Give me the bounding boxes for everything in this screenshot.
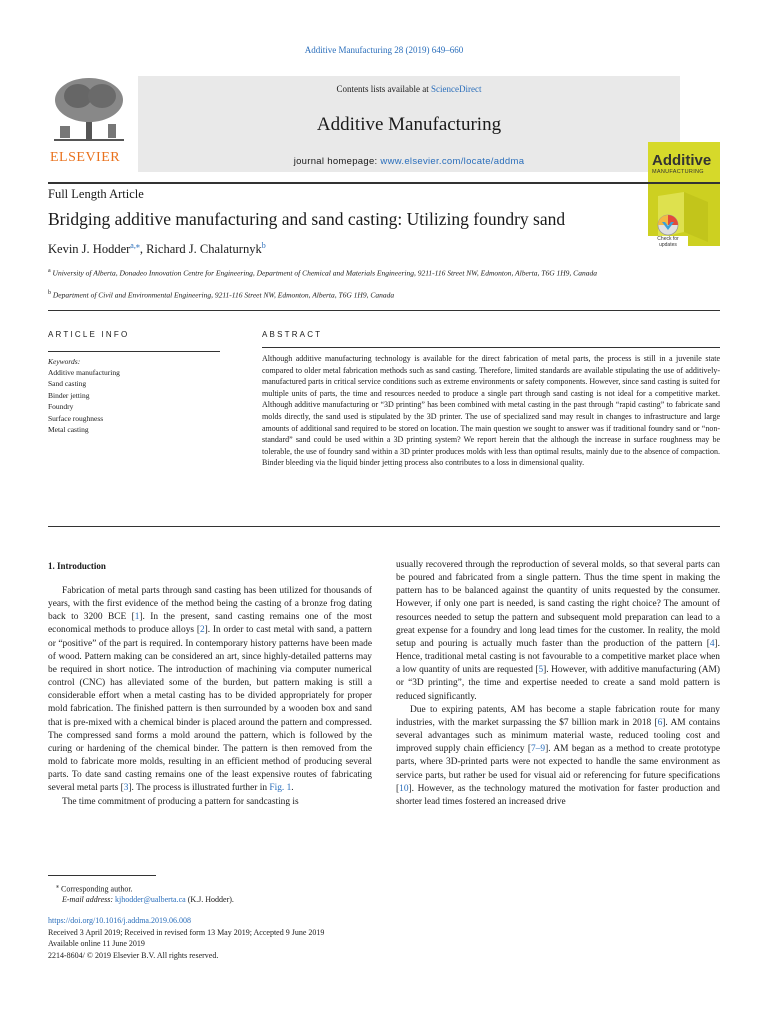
citation-link[interactable]: 10 — [399, 783, 409, 794]
text-run: usually recovered through the reproduction of several molds, so that several parts can be poured and fabricated from a single pattern. Thus the time spent in making the pattern has to be balanced against the quantity of units requested by the consumer. However, if only one part is needed, is sand casting the right choice? The amount of resources needed to setup the pattern and subsequent mold preparation can lead to a great expense for a foundry and long lead times for the customer. In reality, the mold setup and pouring is actually much faster than the production of the pattern [ — [396, 560, 720, 649]
journal-reference-link[interactable]: Additive Manufacturing 28 (2019) 649–660 — [304, 45, 464, 55]
contents-prefix: Contents lists available at — [336, 84, 431, 94]
journal-name: Additive Manufacturing — [316, 114, 502, 135]
journal-header-panel — [138, 76, 680, 172]
text-run: ]. In order to cast metal with sand, a pattern or “positive” of the part is required. In contemporary history patterns have been made of wood. Pattern making can be considered an art, since highly-detailed patterns may be required in short notice. The introduction of machining via computer numerical control (CNC) has alleviated some of the burden, but pattern making is still a considerable effort when a metal casting has to be divided appropriately for proper mold fabrication. The finished pattern is then surrounded by a wooden box and sand that is pre-mixed with a chemical binder is placed around the pattern and compressed. The compressed sand forms a mold around the pattern, which is followed by the curing or hardening of the chemical binder. The pattern is then removed from the mold to fabricate more molds, resulting in an efficient method of producing several parts. To date sand casting remains one of the least expensive routes of fabricating several metal parts [ — [48, 625, 372, 794]
text-run: ]. In the present, sand casting remains one of the most economical methods to produce alloys [ — [48, 612, 372, 636]
article-info-rule — [48, 351, 220, 352]
affiliation-mark: a — [48, 268, 51, 274]
figure-link[interactable]: Fig. 1 — [269, 783, 292, 794]
author-list — [48, 241, 266, 257]
elsevier-tree-logo-icon — [48, 74, 130, 144]
body-column-left — [48, 585, 372, 809]
paragraph — [396, 559, 720, 704]
copyright: 2214-8604/ © 2019 Elsevier B.V. All rights reserved. — [48, 950, 219, 960]
author-affiliation-mark[interactable]: b — [261, 241, 266, 250]
corresponding-label: Corresponding author. — [61, 884, 133, 894]
keyword-item: Surface roughness — [48, 413, 104, 423]
keywords-list — [48, 367, 120, 435]
affiliation-b — [48, 288, 648, 301]
text-run: ]. However, as the technology matured the motivation for faster production and shorter lead times fostered an increased drive — [396, 783, 720, 807]
keywords-label: Keywords: — [48, 357, 81, 366]
check-for-updates-button[interactable] — [648, 212, 688, 252]
email-suffix: (K.J. Hodder). — [185, 895, 234, 904]
article-info-heading: ARTICLE INFO — [48, 330, 130, 339]
email-note — [62, 894, 234, 906]
keyword-item: Foundry — [48, 402, 74, 412]
text-run: . — [291, 783, 294, 794]
doi-link[interactable]: https://doi.org/10.1016/j.addma.2019.06.008 — [48, 916, 191, 925]
footnote-mark: ⁎ — [56, 884, 59, 890]
keyword-item: Additive manufacturing — [48, 368, 120, 377]
paragraph — [396, 704, 720, 809]
citation-link[interactable]: 7–9 — [531, 744, 546, 755]
affiliation-rule — [48, 310, 720, 311]
paragraph — [48, 796, 372, 809]
footnote-rule — [48, 875, 156, 876]
abstract-bottom-rule — [48, 526, 720, 527]
author-name[interactable]: Kevin J. Hodder — [48, 242, 131, 257]
text-run: The time commitment of producing a pattern for sandcasting is — [62, 796, 299, 807]
affiliation-mark: b — [48, 290, 51, 296]
contents-line — [138, 84, 680, 94]
affiliation-a — [48, 266, 648, 279]
author-affiliation-mark[interactable]: a,⁎ — [130, 241, 140, 250]
author-name[interactable]: Richard J. Chalaturnyk — [146, 242, 262, 257]
citation-link[interactable]: 1 — [134, 612, 140, 623]
text-run: ]. Hence, traditional metal casting is not favourable to a competitive market place when a low quantity of units are requested [ — [396, 638, 720, 676]
keyword-item: Metal casting — [48, 425, 89, 435]
keyword-item: Sand casting — [48, 379, 87, 389]
journal-homepage — [138, 156, 680, 167]
homepage-prefix: journal homepage: — [293, 156, 381, 167]
citation-link[interactable]: 5 — [538, 665, 544, 676]
homepage-link[interactable]: www.elsevier.com/locate/addma — [380, 156, 525, 167]
available-online: Available online 11 June 2019 — [48, 939, 145, 949]
received-dates: Received 3 April 2019; Received in revised form 13 May 2019; Accepted 9 June 2019 — [48, 927, 325, 937]
abstract-heading: ABSTRACT — [262, 330, 323, 339]
cover-title: Additive — [652, 152, 712, 169]
header-rule — [48, 182, 720, 184]
text-run: ]. However, with additive manufacturing (AM) or “3D printing”, the time and expertise needed to create a sand mold pattern is reduced significantly. — [396, 665, 720, 702]
author-separator: , — [139, 242, 147, 257]
publisher-logo-text: ELSEVIER — [50, 150, 121, 165]
affiliation-text: Department of Civil and Environmental Engineering, 9211-116 Street NW, Edmonton, Alberta, T6G 1H9, Canada — [52, 290, 395, 300]
text-run: Due to expiring patents, AM has become a staple fabrication route for many industries, with the market surpassing the $7 billion mark in 2018 [ — [396, 704, 720, 728]
text-run: ]. The process is illustrated further in — [128, 783, 270, 794]
section-heading: 1. Introduction — [48, 561, 106, 571]
affiliation-text: University of Alberta, Donadeo Innovation Centre for Engineering, Department of Chemical and Materials Engineering, 9211-116 Street NW, Edmonton, Alberta, T6G 1H9, Canada — [52, 268, 597, 278]
abstract-text: Although additive manufacturing technology is available for the direct fabrication of metal parts, the process is still in a juvenile state compared to older metal fabrication methods such as sand casting. Therefore, limited standards are available stipulating the use of additively-manufactured parts in critical service conditions such as extreme environments or safety components. However, since sand casting is suited for multiple units of parts, the time and resources needed to produce a single part through sand casting is not ideal for a competitive market. Although additive manufacturing or “3D printing” has been combined with metal casting in the past through “rapid casting” to fabricate sand molds directly, the sand used is stipulated by the 3D printer. The use of specialized sand may result in changes to infrastructure and large amounts of additional sand required to be stored on location. The main question we sought to answer was if traditional foundry sand or “non-standard” sand could be used within a 3D printing system? We report herein that the although the increase in surface roughness may be tolerable, the use of foundry sand within a 3D printer produces molds with less than optimal results, mainly due to the absence of compaction. Binder bleeding via the liquid binder jetting process also contributes to a loss in dimensional quality. — [262, 354, 720, 468]
citation-link[interactable]: 4 — [709, 638, 715, 649]
abstract-rule — [262, 347, 720, 348]
article-metadata — [48, 915, 324, 961]
citation-link[interactable]: 3 — [123, 783, 129, 794]
article-title: Bridging additive manufacturing and sand casting: Utilizing foundry sand — [48, 209, 566, 229]
text-run: ]. AM contains several advantages such as minimum material waste, reduced tooling cost and improved supply chain efficiency [ — [396, 717, 720, 755]
citation-link[interactable]: 2 — [199, 625, 205, 636]
journal-header — [48, 70, 720, 182]
crossmark-label: Check for updates — [657, 236, 679, 248]
text-run: ]. AM began as a method to create prototype parts, where 3D-printed parts were not expected to handle the same environment as service parts, but rather be used for visual aid or referencing for future specifications [ — [396, 744, 720, 794]
email-link[interactable]: kjhodder@ualberta.ca — [115, 895, 186, 904]
body-column-right — [396, 559, 720, 809]
text-run: Fabrication of metal parts through sand casting has been utilized for thousands of years, with the first evidence of the method being the casting of a bronze frog dating back to 3200 BCE [ — [48, 586, 372, 623]
paragraph — [48, 585, 372, 796]
cover-subtitle: MANUFACTURING — [652, 169, 704, 175]
keyword-item: Binder jetting — [48, 390, 90, 400]
email-label: E-mail address: — [62, 895, 116, 904]
sciencedirect-link[interactable]: ScienceDirect — [431, 84, 482, 94]
article-type: Full Length Article — [48, 187, 144, 201]
citation-link[interactable]: 6 — [657, 717, 663, 728]
